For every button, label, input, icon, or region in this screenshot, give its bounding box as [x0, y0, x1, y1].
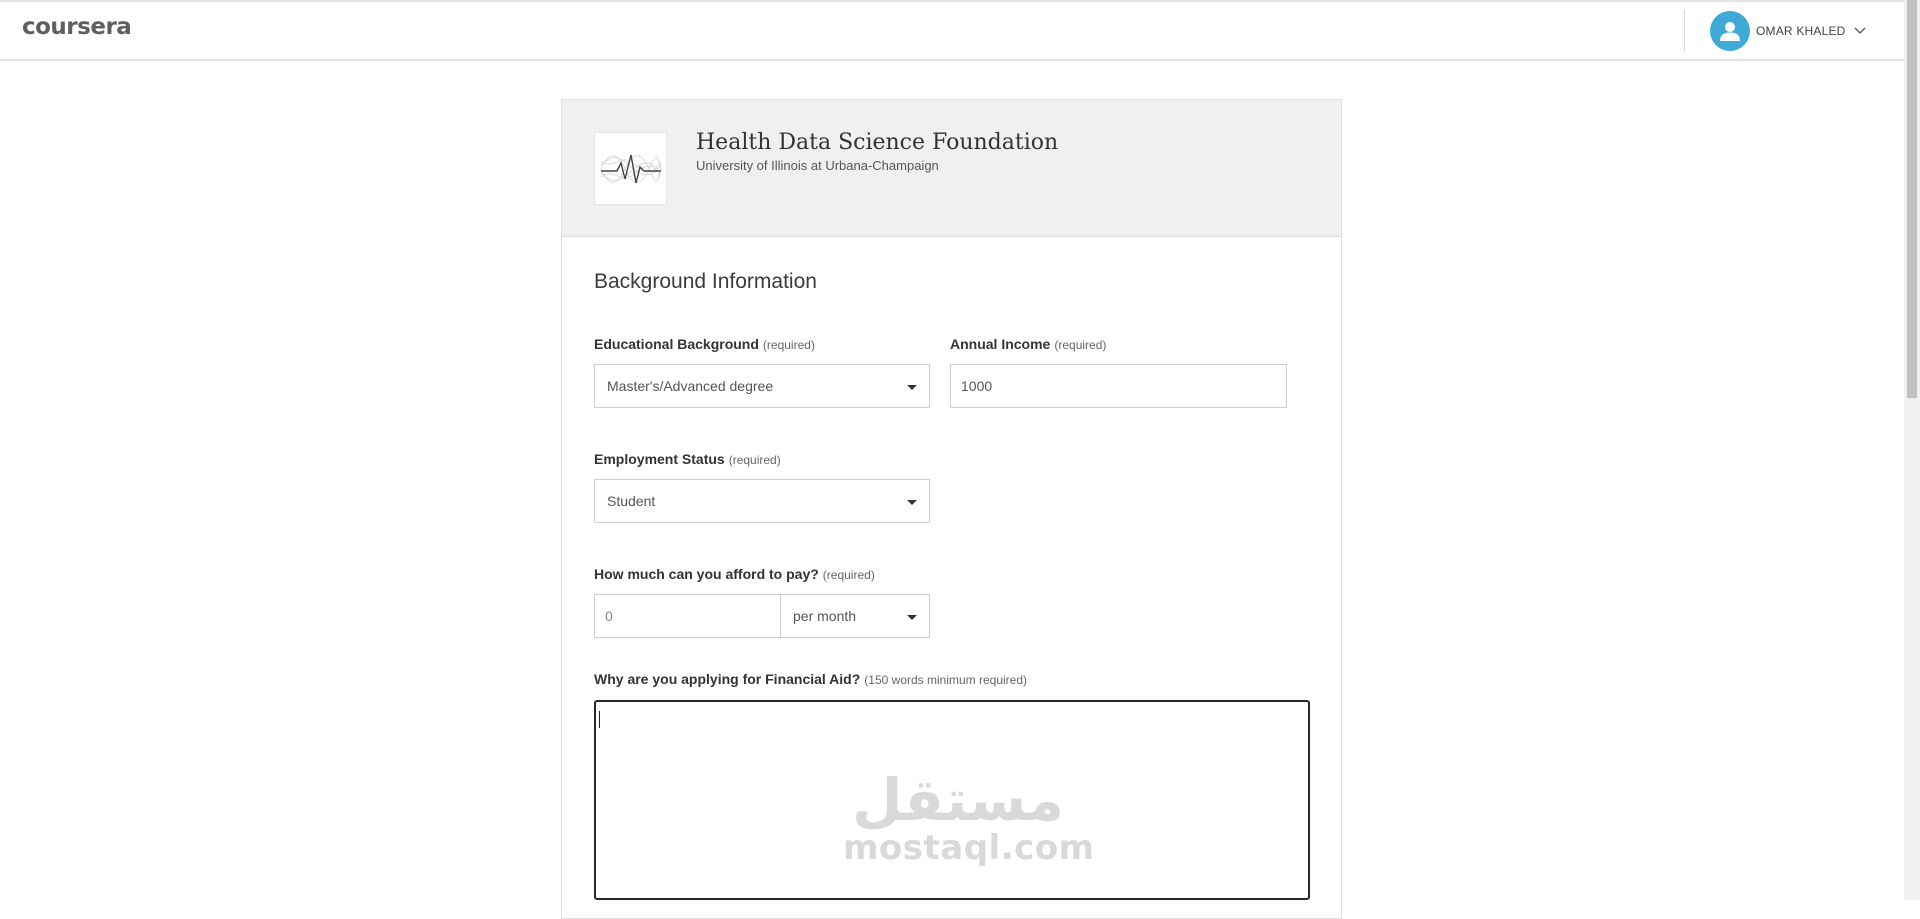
annual-income-input[interactable]	[950, 364, 1287, 408]
mostaql-watermark	[843, 766, 1095, 868]
afford-amount-value: 0	[605, 608, 613, 624]
education-label-text: Educational Background	[594, 336, 759, 352]
afford-period-value: per month	[793, 608, 857, 624]
coursera-logo[interactable]: coursera	[22, 14, 132, 40]
dropdown-caret-icon	[907, 500, 917, 505]
afford-amount-input[interactable]	[594, 594, 781, 638]
required-hint: (required)	[1054, 338, 1107, 352]
waveform-icon	[599, 141, 663, 197]
course-title: Health Data Science Foundation	[696, 130, 1059, 155]
education-select[interactable]	[594, 364, 930, 408]
page-scrollbar-thumb[interactable]	[1907, 0, 1917, 398]
employment-select[interactable]	[594, 479, 930, 523]
text-cursor	[599, 711, 600, 728]
income-label	[950, 336, 1106, 352]
income-label-text: Annual Income	[950, 336, 1051, 352]
watermark-arabic: مستقل	[851, 766, 1065, 834]
required-hint: (required)	[762, 338, 815, 352]
course-thumbnail	[594, 132, 667, 205]
education-label	[594, 336, 815, 352]
required-hint: (150 words minimum required)	[864, 673, 1028, 687]
watermark-latin: mostaql.com	[843, 828, 1095, 868]
afford-period-select[interactable]	[780, 594, 930, 638]
chevron-down-icon[interactable]	[1854, 27, 1866, 35]
header-divider	[1684, 10, 1685, 52]
employment-label	[594, 451, 781, 467]
employment-value: Student	[607, 493, 656, 509]
course-header	[562, 100, 1341, 237]
dropdown-caret-icon	[907, 385, 917, 390]
section-title: Background Information	[594, 270, 817, 293]
reason-label-text: Why are you applying for Financial Aid?	[594, 671, 861, 687]
afford-label	[594, 566, 875, 582]
user-menu[interactable]	[1710, 11, 1866, 51]
user-name[interactable]: OMAR KHALED	[1756, 24, 1846, 38]
course-university: University of Illinois at Urbana-Champaign	[696, 158, 939, 173]
education-value: Master's/Advanced degree	[607, 378, 774, 394]
user-icon[interactable]	[1710, 11, 1750, 51]
afford-label-text: How much can you afford to pay?	[594, 566, 819, 582]
required-hint: (required)	[728, 453, 781, 467]
top-navigation-bar	[0, 0, 1904, 61]
dropdown-caret-icon	[907, 615, 917, 620]
annual-income-value: 1000	[961, 378, 993, 394]
employment-label-text: Employment Status	[594, 451, 725, 467]
reason-label	[594, 671, 1027, 687]
required-hint: (required)	[822, 568, 875, 582]
